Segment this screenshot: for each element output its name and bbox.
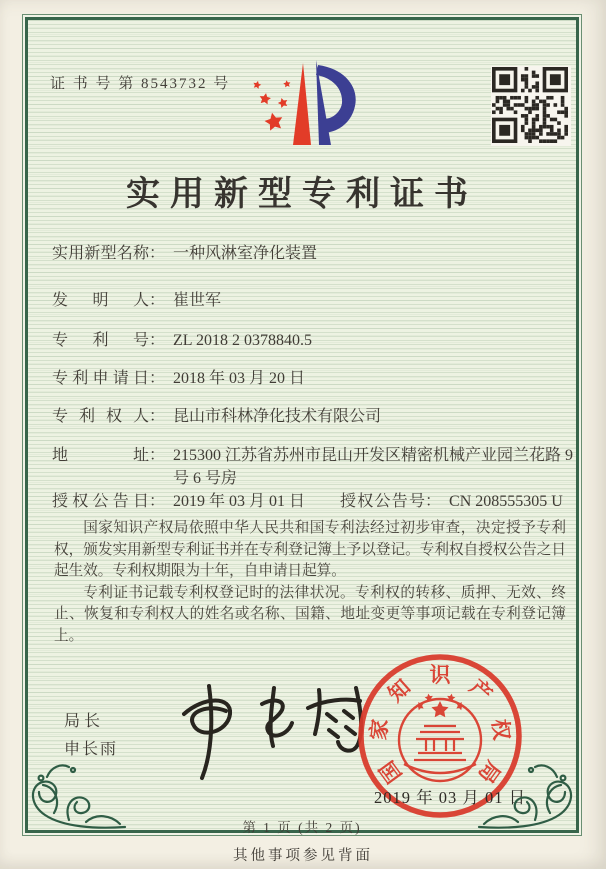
field-patentee: 专利权人： 昆山市科林净化技术有限公司 [52,405,381,428]
signature-handwriting [156,678,372,788]
field-value: CN 208555305 U [449,493,563,510]
field-grant-number: 授权公告号： CN 208555305 U [340,490,563,513]
page-number: 第 1 页 (共 2 页) [242,820,362,835]
field-inventor: 发明人： 崔世军 [52,289,221,312]
seal-date: 2019 年 03 月 01 日 [374,788,527,807]
field-label: 专利申请日 [52,370,149,387]
body-paragraph-2: 专利证书记载专利权登记时的法律状况。专利权的转移、质押、无效、终止、恢复和专利权人的姓名或名称、国籍、地址变更等事项记载在专利登记簿上。 [54,584,566,644]
svg-text:权: 权 [487,717,514,742]
svg-text:局: 局 [473,756,506,788]
director-title: 局长 [64,713,105,730]
svg-text:识: 识 [429,663,451,687]
field-label: 发明人 [52,292,149,309]
body-paragraph-1: 国家知识产权局依照中华人民共和国专利法经过初步审查，决定授予专利权，颁发实用新型专利证书并在专利登记簿上予以登记。专利权自授权公告之日起生效。专利权期限为十年，自申请日起算。 [54,520,566,579]
certificate-title: 实用新型专利证书 [126,176,478,213]
field-label: 授权公告日 [52,493,149,510]
field-label: 专利号 [52,332,149,349]
field-label: 授权公告号 [340,493,425,510]
field-utility-model-name: 实用新型名称： 一种风淋室净化装置 [52,242,317,265]
field-value: ZL 2018 2 0378840.5 [173,332,312,349]
field-value: 2019 年 03 月 01 日 [173,493,306,510]
svg-text:产: 产 [464,674,497,707]
director-name: 申长雨 [64,741,119,758]
field-label: 地址 [52,447,149,464]
certificate-number: 证 书 号 第 8543732 号 [50,76,231,92]
corner-flourish-left-icon [23,747,127,835]
field-value: 一种风淋室净化装置 [173,245,318,262]
field-value: 昆山市科林净化技术有限公司 [173,408,382,425]
field-patent-number: 专利号： ZL 2018 2 0378840.5 [52,329,312,352]
certificate-inner-area [25,17,579,833]
footer-note: 其他事项参见背面 [233,848,373,864]
field-filing-date: 专利申请日： 2018 年 03 月 20 日 [52,367,305,390]
certificate-body-text [54,518,566,647]
corner-flourish-right-icon [477,747,581,835]
qr-code [491,66,571,146]
field-label: 实用新型名称 [52,245,149,262]
field-value: 215300 江苏省苏州市昆山开发区精密机械产业园兰花路 9 号 6 号房 [173,447,574,487]
certificate-frame [22,14,582,836]
field-label: 专利权人 [52,408,149,425]
field-address: 地址： 215300 江苏省苏州市昆山开发区精密机械产业园兰花路 9 号 6 号房 [52,444,575,490]
field-value: 2018 年 03 月 20 日 [173,370,306,387]
svg-text:家: 家 [366,717,393,742]
svg-text:国: 国 [374,756,407,788]
cnipa-logo-icon [240,56,362,152]
svg-text:知: 知 [383,674,416,707]
field-value: 崔世军 [173,292,222,309]
field-grant-date: 授权公告日： 2019 年 03 月 01 日 [52,490,305,513]
